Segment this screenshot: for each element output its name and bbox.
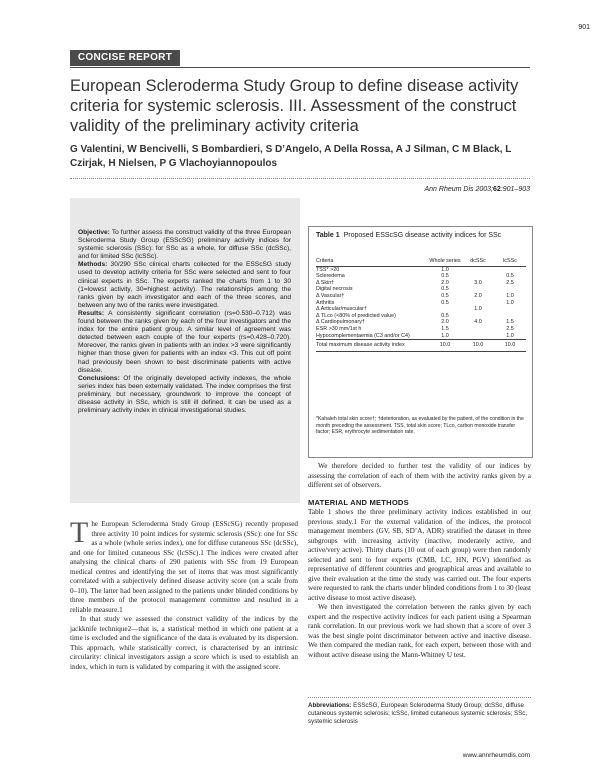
table-cell: 1.0 — [506, 292, 514, 299]
methods-paragraph-1: Table 1 shows the three preliminary activity indices established in our previous study.1 For the external validation of the indices, the protocol management members (GV, SB, SD’A, ADR) stratified the dataset in three subgroups with increasing activity (inactive, moderately active, and active/very active). Thirty charts (10 out of each group) were then randomly selected and sent to four experts (CMB, LC, HN, PGV) identified as representative of different countries and geographical areas and available to give their evaluation at the time the study was carried out. The four experts were requested to rank the charts under blinded conditions from 1 to 30 (least active disease to most active disease). — [308, 508, 531, 602]
table-cell: ESR >30 mm/1st h — [316, 325, 362, 332]
table-cell — [462, 326, 494, 333]
abstract-box — [70, 198, 300, 503]
dotted-rule — [70, 178, 530, 179]
table-cell — [494, 313, 526, 320]
table-row — [316, 326, 526, 333]
table-cell — [462, 313, 494, 320]
table-cell: 2.0 — [474, 292, 482, 299]
section-banner: CONCISE REPORT — [70, 50, 180, 66]
table-cell: 1.5 — [441, 325, 449, 332]
methods-paragraph-2: We then investigated the correlation between the ranks given by each expert and the respective activity indices for each patient using a Spearman rank correlation. In our previous work we had shown that a score of over 3 was the best single point discriminator between active and inactive disease. We then compared the median rank, for each expert, between those with and without active disease using the Mann-Whitney U test. — [308, 603, 531, 659]
col-header-dcssc: dcSSc — [462, 258, 494, 266]
abstract-conclusions: Conclusions: Of the originally developed activity indexes, the whole series index has been externally validated. The index comprises the first preliminary, but necessary, groundwork to improve the concept of disease activity in SSc, which is still ill defined. It can be used as a preliminary activity index in clinical investigational studies. — [78, 374, 291, 415]
table-row — [316, 313, 526, 320]
table-cell: Scleredema — [316, 273, 345, 280]
table-row — [316, 306, 526, 313]
table-caption: Table 1 Proposed ESScSG disease activity indices for SSc — [316, 232, 502, 239]
table-cell: 2.0 — [441, 279, 449, 286]
table-total-row — [316, 340, 526, 352]
table-cell — [462, 300, 494, 307]
table-cell: 1.5 — [506, 319, 514, 326]
table-cell — [428, 306, 462, 313]
table-cell: 1.0 — [441, 266, 449, 273]
table-cell — [462, 266, 494, 273]
article-title: European Scleroderma Study Group to define disease activity criteria for systemic sclerosis. III. Assessment of the construct validity of the preliminary activity criteria — [70, 77, 519, 135]
table-cell: 0.5 — [441, 286, 449, 293]
table-cell: Hypocomplementaemia (C3 and/or C4) — [316, 332, 410, 339]
table-cell — [494, 306, 526, 313]
journal-url: www.annrheumdis.com — [462, 752, 530, 759]
table-cell — [462, 273, 494, 280]
table-cell: 2.5 — [506, 279, 514, 286]
table-cell: Arthritis — [316, 299, 335, 306]
drop-cap: T — [70, 516, 89, 549]
table-cell: 10.0 — [462, 340, 494, 352]
table-cell: 0.5 — [506, 273, 514, 280]
table-cell: 0.5 — [441, 299, 449, 306]
table-row — [316, 280, 526, 287]
abstract-objective: Objective: To further assess the construct validity of the three European Scleroderma Study Group (ESScSG) preliminary activity indices for systemic sclerosis (SSc): for SSc as a whole, for diffuse SSc (dcSSc), and for limited SSc (lcSSc). — [78, 229, 291, 261]
table-cell — [462, 333, 494, 340]
table-cell: Digital necrosis — [316, 286, 353, 293]
abstract-results: Results: A consistently significant correlation (rs=0.530–0.712) was found between the ranks given by each of the four investigators and the index for the entire patient group. A similar level of agreement was detected between each couple of the four experts (rs=0.428–0.720). Moreover, the ranks given in patients with an index >3 were significantly higher than those given for patients with an index <3. This cut off point had previously been shown to best discriminate patients with active disease. — [78, 309, 291, 374]
intro-paragraph-2: In that study we assessed the construct validity of the indices by the jackknife technique2—that is, a statistical method in which one patient at a time is excluded and the significance of the data is evaluated by its dispersion. This approach, while statistically correct, is characterised by an intrinsic circularity: clinical investigators assign a score which is used to establish an index, which in turn is validated by comparing it with the assigned score. — [70, 615, 298, 671]
journal-citation: Ann Rheum Dis 2003;62:901–903 — [424, 186, 530, 193]
table-cell — [462, 286, 494, 293]
table-row — [316, 293, 526, 300]
abstract-text — [78, 229, 291, 415]
table-cell — [494, 286, 526, 293]
table-cell: TSS* >20 — [316, 266, 340, 273]
table-cell: 1.0 — [506, 332, 514, 339]
table-row — [316, 319, 526, 326]
author-list: G Valentini, W Bencivelli, S Bombardieri, S D’Angelo, A Della Rossa, A J Silman, C M Black, L Czirjak, H Nielsen, P G Vlachoyiannopoulos — [70, 144, 512, 169]
table-1 — [308, 226, 533, 458]
table-cell: 1.0 — [441, 332, 449, 339]
table-cell: 0.5 — [441, 273, 449, 280]
table-cell: 1.0 — [474, 306, 482, 313]
intro-continuation: We therefore decided to further test the validity of our indices by assessing the correlation of each of them with the activity ranks given by a different set of observers. — [308, 462, 531, 489]
table-cell: 4.0 — [474, 319, 482, 326]
abstract-methods: Methods: 30/290 SSc clinical charts collected for the ESScSG study used to develop activity criteria for SSc were selected and sent to four clinical experts in SSc. The experts ranked the charts from 1 to 30 (1=lowest activity, 30=highest activity). The relationships among the ranks given by each investigator and each of the three scores, and between any two of the ranks were investigated. — [78, 261, 291, 309]
table-footnote: *Kahaleh total skin score†; †deterioration, as evaluated by the patient, of the condition in the month preceding the assessment. TSS, total skin score; TLco, carbon monoxide transfer factor; ESR, erythrocyte sedimentation rate. — [316, 416, 524, 435]
intro-paragraph-1: The European Scleroderma Study Group (ESScSG) recently proposed three activity 10 point indices for systemic sclerosis (SSc): one for SSc as a whole (whole series index), one for diffuse cutaneous SSc (dcSSc), and one for limited cutaneous SSc (lcSSc).1 The indices were created after analysing the clinical charts of 290 patients with SSc from 19 European medical centres and identifying the set of items that was most significantly correlated with a subjectively defined disease activity score (on a scale from 0–10). The latter had been assigned to the patients under blinded conditions by three members of the protocol management committee and resulted in a reliable measure.1 — [70, 516, 298, 614]
col-header-lcssc: lcSSc — [494, 258, 526, 266]
table-cell: 3.0 — [474, 279, 482, 286]
table-cell: 2.0 — [441, 319, 449, 326]
page-number: 901 — [578, 24, 590, 31]
table-cell: 10.0 — [494, 340, 526, 352]
table-row — [316, 333, 526, 340]
table-cell: 2.5 — [506, 325, 514, 332]
methods-column — [308, 508, 531, 660]
table-row — [316, 273, 526, 280]
table-row — [316, 286, 526, 293]
table-cell: Δ Skin† — [316, 279, 335, 286]
table-cell: Δ Cardiopulmonary† — [316, 319, 365, 326]
table-cell: 10.0 — [428, 340, 462, 352]
intro-column — [70, 516, 298, 672]
table-cell: 0.5 — [441, 312, 449, 319]
methods-heading: MATERIAL AND METHODS — [308, 498, 409, 507]
table-cell: Δ TLco (<80% of predicted value) — [316, 312, 396, 319]
table-cell: 1.0 — [506, 299, 514, 306]
table-cell — [494, 266, 526, 273]
activity-index-table — [316, 258, 526, 352]
table-cell: Δ Vascular† — [316, 292, 345, 299]
col-header-criteria: Criteria — [316, 258, 428, 266]
col-header-whole: Whole series — [428, 258, 462, 266]
table-cell: Δ Articular/muscular† — [316, 306, 367, 313]
table-cell: Total maximum disease activity index — [316, 340, 428, 352]
table-row — [316, 266, 526, 273]
table-row — [316, 300, 526, 307]
header-rule — [70, 67, 530, 68]
abbreviations: Abbreviations: ESScSG, European Scleroderma Study Group; dcSSc, diffuse cutaneous systemic sclerosis; lcSSc, limited cutaneous systemic sclerosis; SSc, systemic sclerosis — [308, 697, 531, 725]
table-cell: 0.5 — [441, 292, 449, 299]
